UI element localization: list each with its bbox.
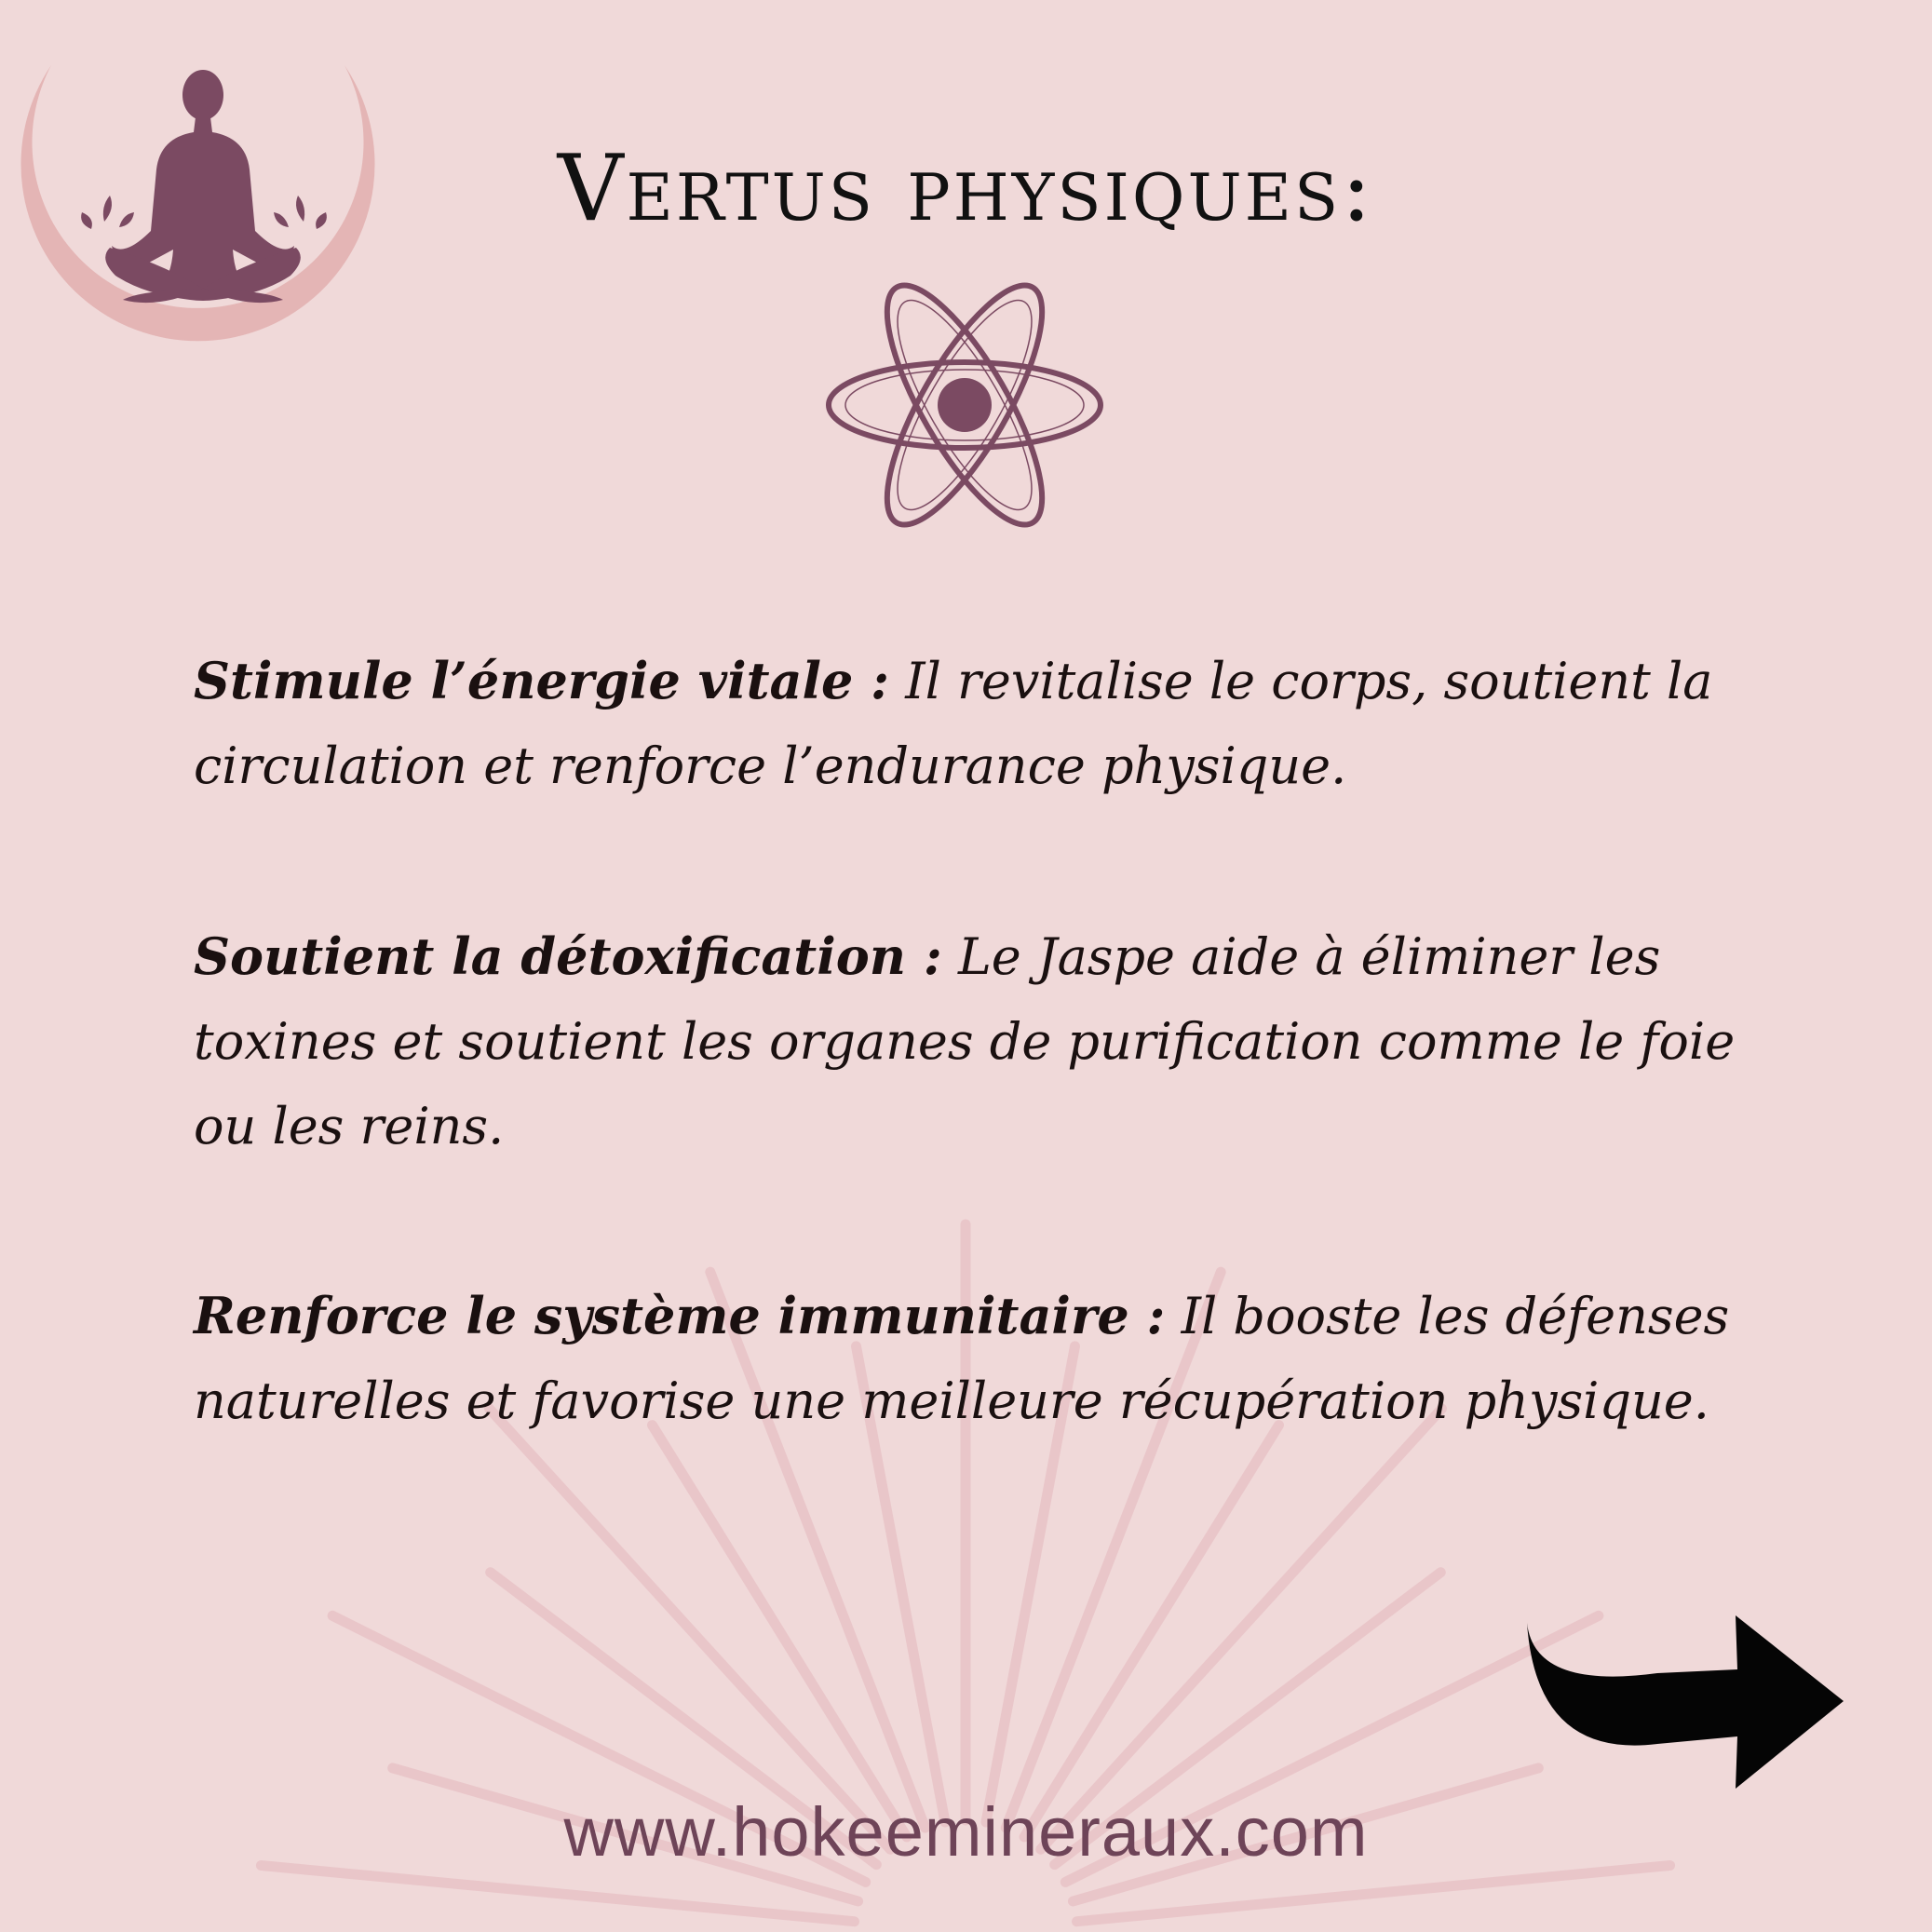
atom-icon	[824, 265, 1105, 545]
curved-arrow-right-icon[interactable]	[1518, 1615, 1848, 1792]
virtue-description: Il revitalise le corps, soutient la circulation et renforce l’endurance physique.	[194, 652, 1713, 795]
website-link[interactable]: www.hokeemineraux.com	[563, 1793, 1369, 1871]
virtue-heading: Soutient la détoxification :	[194, 926, 942, 986]
virtue-item	[194, 639, 1777, 808]
page-title: Vertus physiques:	[557, 136, 1375, 242]
sunburst-ray	[490, 1409, 891, 1849]
virtue-description: Il booste les défenses naturelles et favorise une meilleure récupération physique.	[194, 1287, 1730, 1430]
virtue-item	[194, 1274, 1777, 1443]
virtue-item	[194, 914, 1777, 1169]
virtue-description: Le Jaspe aide à éliminer les toxines et soutient les organes de purification comme le foie ou les reins.	[194, 927, 1736, 1155]
virtue-heading: Stimule l’énergie vitale :	[194, 651, 890, 710]
virtue-heading: Renforce le système immunitaire :	[194, 1286, 1166, 1345]
sunburst-ray	[1041, 1409, 1442, 1849]
